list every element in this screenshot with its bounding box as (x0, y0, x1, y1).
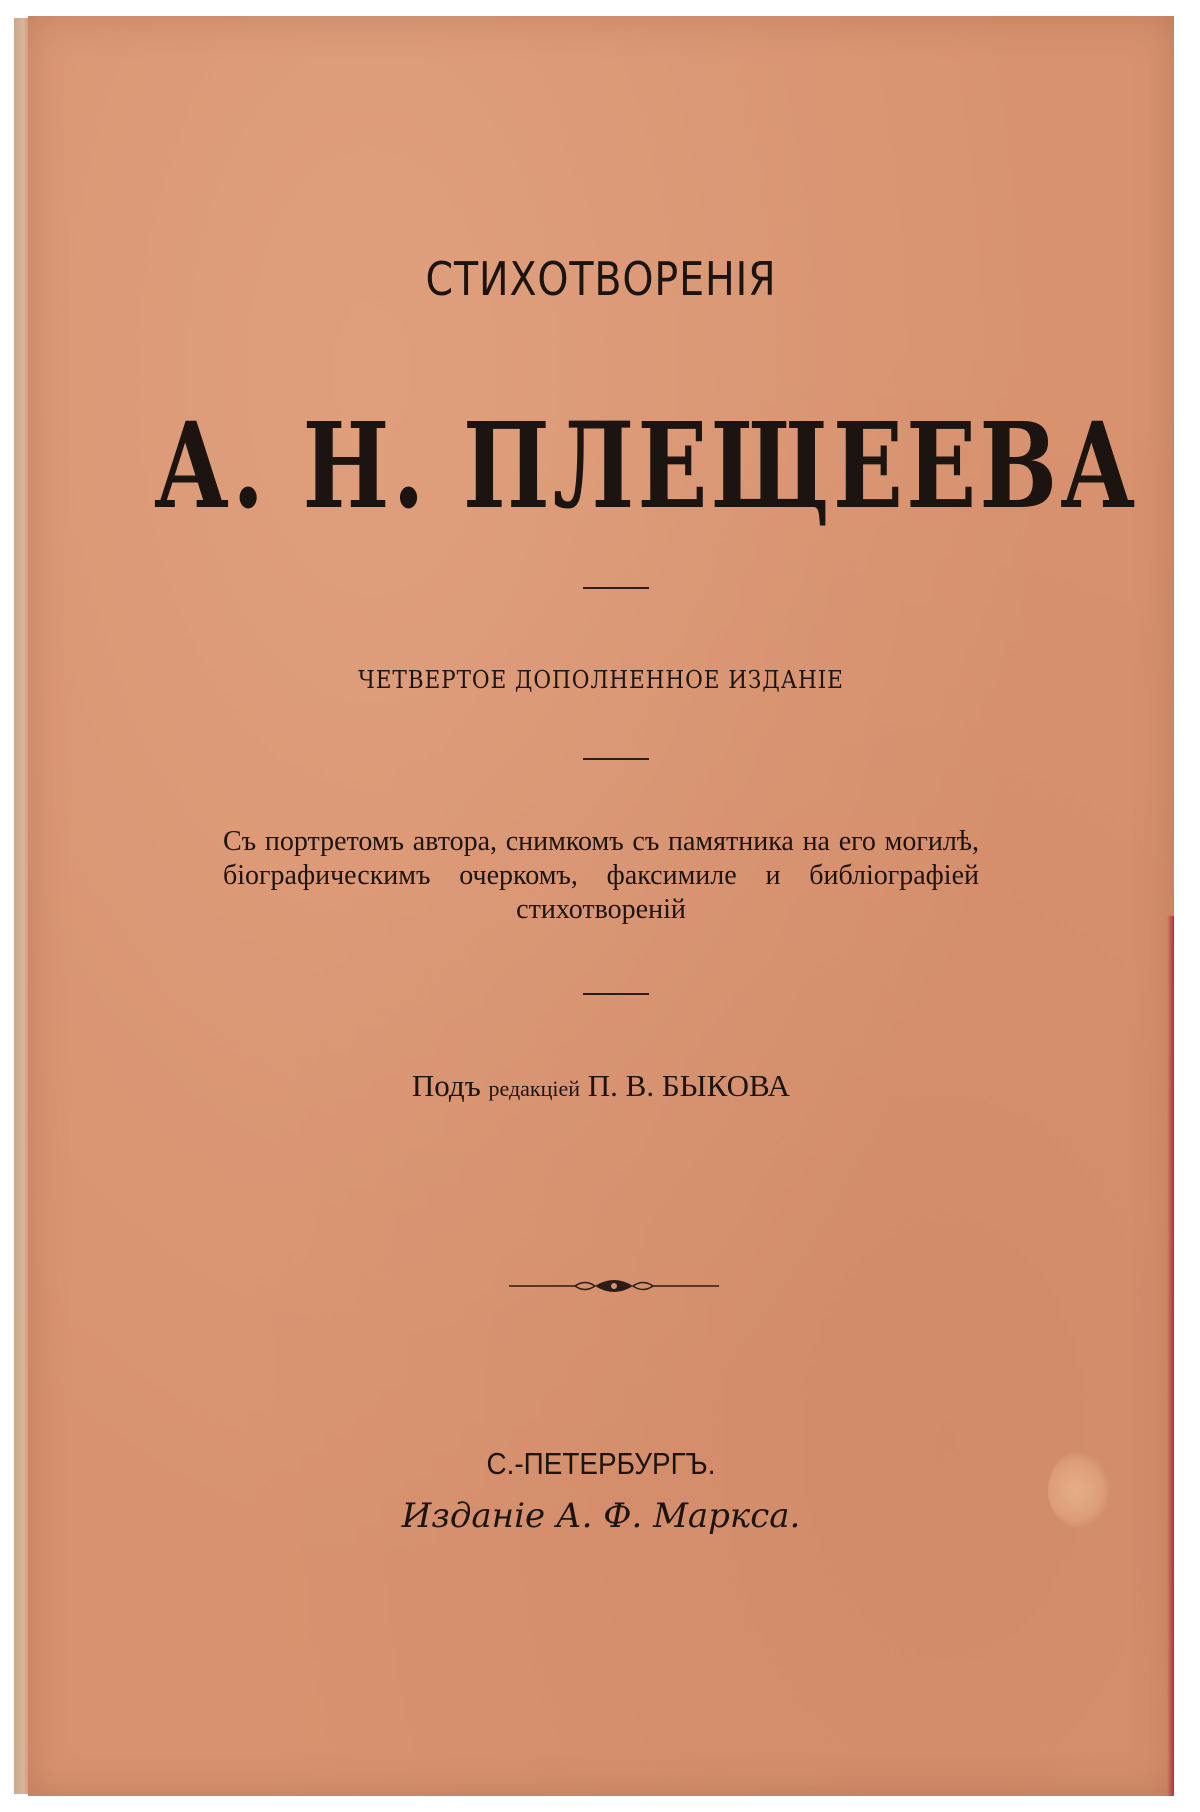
divider-rule-2 (583, 758, 649, 760)
publisher-line: Изданіе А. Ф. Маркса. (401, 1496, 801, 1536)
description-text: Съ портретомъ автора, снимкомъ съ памятника на его могилѣ, біографическимъ очеркомъ, факсимиле и библіографіей стихотвореній (223, 826, 979, 925)
city-line: С.-ПЕТЕРБУРГЪ. (486, 1446, 716, 1481)
divider-rule-1 (583, 587, 649, 589)
ornament-divider (509, 1274, 719, 1298)
red-edge-stain (1167, 916, 1174, 1796)
editor-small-caps: редакціей (488, 1076, 581, 1101)
author-name: А. Н. ПЛЕЩЕЕВА (154, 396, 1139, 535)
title-line: СТИХОТВОРЕНІЯ (425, 252, 777, 306)
book-cover (28, 16, 1174, 1796)
editor-prefix: Подъ (411, 1068, 481, 1103)
divider-rule-3 (583, 993, 649, 995)
edition-line: ЧЕТВЕРТОЕ ДОПОЛНЕННОЕ ИЗДАНІЕ (358, 666, 844, 694)
editor-name: П. В. БЫКОВА (587, 1068, 791, 1103)
editor-line (28, 1068, 1174, 1104)
